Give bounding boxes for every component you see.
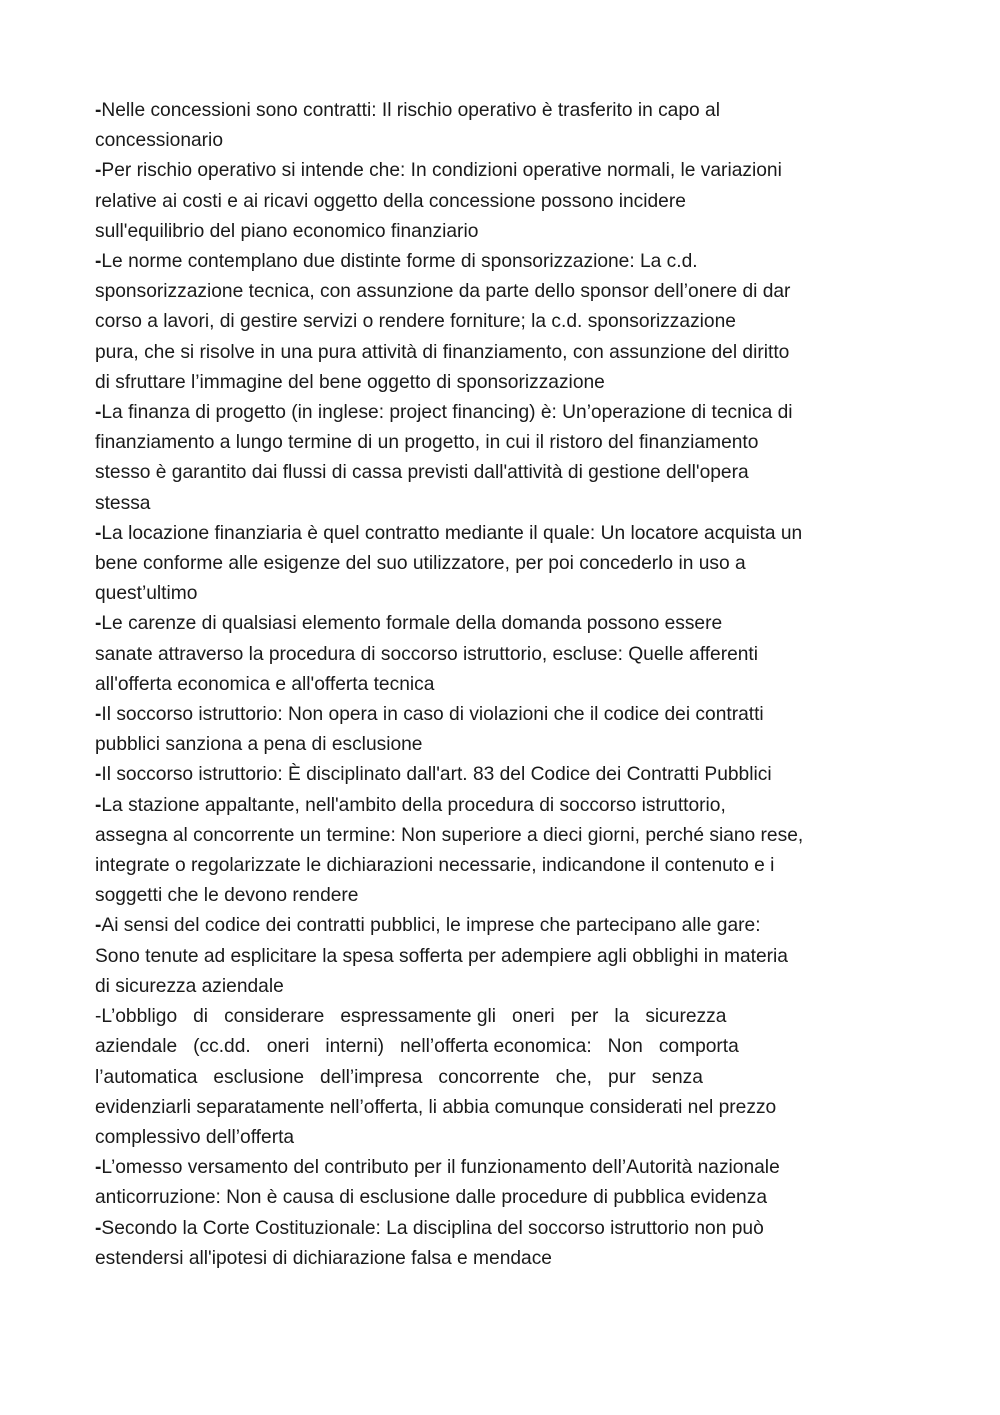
- text-line: anticorruzione: Non è causa di esclusione dalle procedure di pubblica evidenza: [95, 1187, 767, 1209]
- text-line: -Le norme contemplano due distinte forme di sponsorizzazione: La c.d.: [95, 251, 698, 273]
- text-line: -Ai sensi del codice dei contratti pubblici, le imprese che partecipano alle gare:: [95, 915, 761, 937]
- text-line: corso a lavori, di gestire servizi o rendere forniture; la c.d. sponsorizzazione: [95, 311, 736, 333]
- text-line: -Nelle concessioni sono contratti: Il rischio operativo è trasferito in capo al: [95, 100, 720, 121]
- bullet-dash: -: [95, 160, 102, 182]
- text-line: relative ai costi e ai ricavi oggetto della concessione possono incidere: [95, 190, 686, 212]
- text-line: stesso è garantito dai flussi di cassa previsti dall'attività di gestione dell'opera: [95, 462, 749, 484]
- bullet-dash: -: [95, 522, 102, 544]
- text-line: stessa: [95, 492, 151, 514]
- bullet-dash: -: [95, 915, 102, 937]
- text-line: sponsorizzazione tecnica, con assunzione da parte dello sponsor dell’onere di dar: [95, 281, 791, 303]
- bullet-dash: -: [95, 794, 102, 816]
- paragraph-soccorso-istruttorio-art83: [95, 760, 915, 790]
- text-line: aziendale (cc.dd. oneri interni) nell’offerta economica: Non comporta: [95, 1036, 739, 1058]
- bullet-dash: -: [95, 402, 102, 424]
- paragraph-locazione-finanziaria: [95, 519, 915, 610]
- text-line: -La finanza di progetto (in inglese: project financing) è: Un’operazione di tecnica di: [95, 402, 793, 424]
- text-line: -La locazione finanziaria è quel contratto mediante il quale: Un locatore acquista un: [95, 522, 803, 544]
- document-body: [95, 96, 915, 1274]
- text-line: quest’ultimo: [95, 583, 198, 605]
- text-line: complessivo dell’offerta: [95, 1126, 295, 1148]
- paragraph-corte-costituzionale: [95, 1214, 915, 1274]
- text-line: finanziamento a lungo termine di un progetto, in cui il ristoro del finanziamento: [95, 432, 759, 454]
- bullet-dash: -: [95, 704, 102, 726]
- text-line: integrate o regolarizzate le dichiarazioni necessarie, indicandone il contenuto e i: [95, 855, 775, 877]
- text-line: concessionario: [95, 130, 223, 152]
- paragraph-carenze-elementi: [95, 609, 915, 700]
- bullet-dash: -: [95, 100, 102, 121]
- bullet-dash: -: [95, 251, 102, 273]
- text-line: assegna al concorrente un termine: Non superiore a dieci giorni, perché siano rese,: [95, 824, 804, 846]
- bullet-dash: -: [95, 1217, 102, 1239]
- paragraph-obbligo-oneri-sicurezza: [95, 1002, 915, 1153]
- text-line: soggetti che le devono rendere: [95, 885, 359, 907]
- text-line: -La stazione appaltante, nell'ambito della procedura di soccorso istruttorio,: [95, 794, 726, 816]
- paragraph-rischio-operativo: [95, 156, 915, 247]
- text-line: di sfruttare l’immagine del bene oggetto di sponsorizzazione: [95, 371, 605, 393]
- text-line: bene conforme alle esigenze del suo utilizzatore, per poi concederlo in uso a: [95, 553, 746, 575]
- text-line: di sicurezza aziendale: [95, 975, 284, 997]
- paragraph-omesso-versamento: [95, 1153, 915, 1213]
- text-line: -Il soccorso istruttorio: Non opera in caso di violazioni che il codice dei contratti: [95, 704, 764, 726]
- text-line: evidenziarli separatamente nell’offerta, li abbia comunque considerati nel prezzo: [95, 1096, 777, 1118]
- text-line: l’automatica esclusione dell’impresa concorrente che, pur senza: [95, 1066, 703, 1088]
- paragraph-imprese-gare: [95, 911, 915, 1002]
- text-line: estendersi all'ipotesi di dichiarazione falsa e mendace: [95, 1247, 552, 1269]
- text-line: -L’obbligo di considerare espressamente gli oneri per la sicurezza: [95, 1006, 727, 1028]
- bullet-dash: -: [95, 1006, 102, 1028]
- bullet-dash: -: [95, 764, 102, 786]
- paragraph-soccorso-istruttorio-violazioni: [95, 700, 915, 760]
- bullet-dash: -: [95, 613, 102, 635]
- paragraph-concessioni: [95, 96, 915, 156]
- text-line: -Le carenze di qualsiasi elemento formale della domanda possono essere: [95, 613, 723, 635]
- text-line: -L’omesso versamento del contributo per il funzionamento dell’Autorità nazionale: [95, 1157, 780, 1179]
- text-line: pubblici sanziona a pena di esclusione: [95, 734, 423, 756]
- text-line: sull'equilibrio del piano economico finanziario: [95, 220, 479, 242]
- text-line: all'offerta economica e all'offerta tecnica: [95, 673, 435, 695]
- text-line: -Per rischio operativo si intende che: In condizioni operative normali, le variazioni: [95, 160, 782, 182]
- text-line: pura, che si risolve in una pura attività di finanziamento, con assunzione del diritto: [95, 341, 790, 363]
- text-line: -Secondo la Corte Costituzionale: La disciplina del soccorso istruttorio non può: [95, 1217, 764, 1239]
- paragraph-stazione-appaltante: [95, 791, 915, 912]
- bullet-dash: -: [95, 1157, 102, 1179]
- paragraph-finanza-di-progetto: [95, 398, 915, 519]
- text-line: sanate attraverso la procedura di soccorso istruttorio, escluse: Quelle afferenti: [95, 643, 759, 665]
- paragraph-sponsorizzazione: [95, 247, 915, 398]
- text-line: Sono tenute ad esplicitare la spesa sofferta per adempiere agli obblighi in materia: [95, 945, 788, 967]
- text-line: -Il soccorso istruttorio: È disciplinato dall'art. 83 del Codice dei Contratti Pubblici: [95, 764, 772, 786]
